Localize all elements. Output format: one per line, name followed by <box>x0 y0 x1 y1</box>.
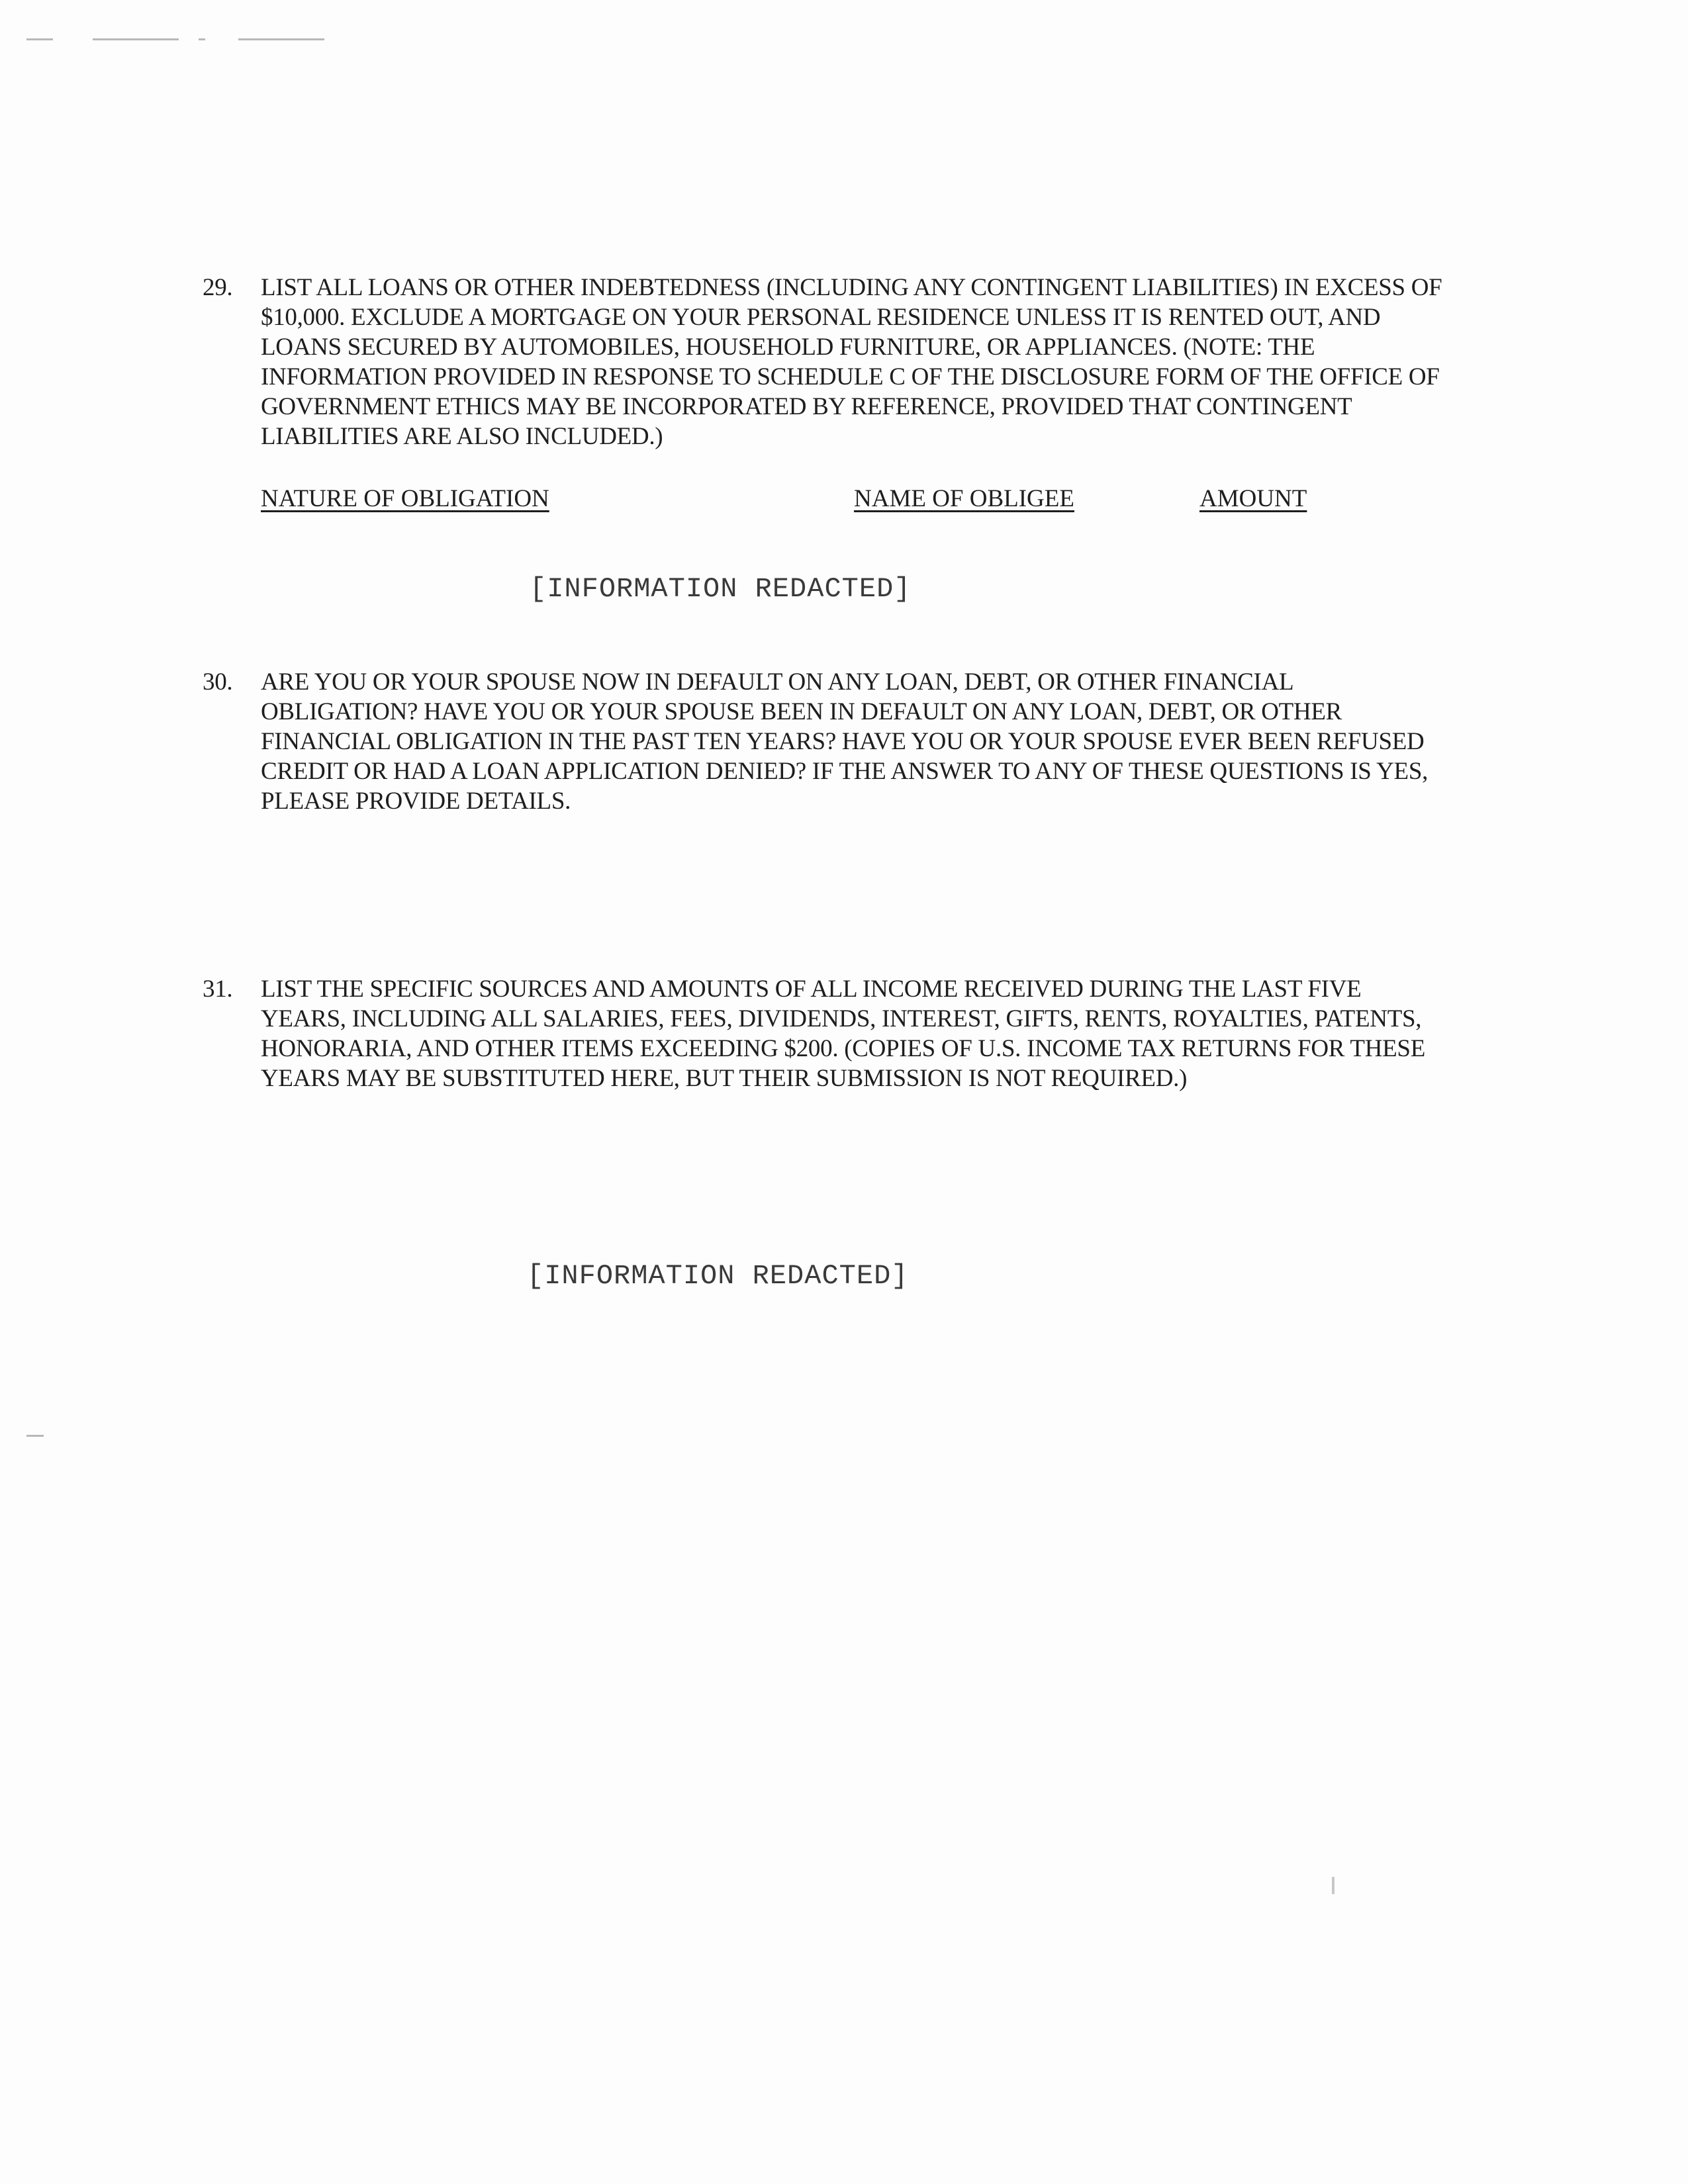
question-31 <box>203 974 1447 1093</box>
scan-artifact <box>1332 1877 1335 1894</box>
scan-artifact <box>238 38 324 40</box>
question-text: ARE YOU OR YOUR SPOUSE NOW IN DEFAULT ON ANY LOAN, DEBT, OR OTHER FINANCIAL OBLIGATION? HAVE YOU OR YOUR SPOUSE BEEN IN DEFAULT ON ANY LOAN, DEBT, OR OTHER FINANCIAL OBLIGATION IN THE PAST TEN YEARS? HAVE YOU OR YOUR SPOUSE EVER BEEN REFUSED CREDIT OR HAD A LOAN APPLICATION DENIED? IF THE ANSWER TO ANY OF THESE QUESTIONS IS YES, PLEASE PROVIDE DETAILS. <box>261 668 1429 815</box>
scan-artifact <box>26 38 53 40</box>
header-nature-of-obligation: NATURE OF OBLIGATION <box>261 485 549 512</box>
question-number: 29. <box>203 274 233 301</box>
header-name-of-obligee: NAME OF OBLIGEE <box>854 485 1074 512</box>
scan-artifact <box>26 1435 44 1437</box>
question-text: LIST ALL LOANS OR OTHER INDEBTEDNESS (INCLUDING ANY CONTINGENT LIABILITIES) IN EXCESS OF $10,000. EXCLUDE A MORTGAGE ON YOUR PERSONAL RESIDENCE UNLESS IT IS RENTED OUT, AND LOANS SECURED BY AUTOMOBILES, HOUSEHOLD FURNITURE, OR APPLIANCES. (NOTE: THE INFORMATION PROVIDED IN RESPONSE TO SCHEDULE C OF THE DISCLOSURE FORM OF THE OFFICE OF GOVERNMENT ETHICS MAY BE INCORPORATED BY REFERENCE, PROVIDED THAT CONTINGENT LIABILITIES ARE ALSO INCLUDED.) <box>261 274 1442 450</box>
redacted-notice: [INFORMATION REDACTED] <box>530 573 912 605</box>
question-number: 30. <box>203 668 233 696</box>
scan-artifact <box>93 38 179 40</box>
scan-artifact <box>199 38 205 40</box>
question-30 <box>203 667 1447 816</box>
redacted-notice: [INFORMATION REDACTED] <box>527 1260 909 1292</box>
question-text: LIST THE SPECIFIC SOURCES AND AMOUNTS OF ALL INCOME RECEIVED DURING THE LAST FIVE YEARS, INCLUDING ALL SALARIES, FEES, DIVIDENDS, INTEREST, GIFTS, RENTS, ROYALTIES, PATENTS, HONORARIA, AND OTHER ITEMS EXCEEDING $200. (COPIES OF U.S. INCOME TAX RETURNS FOR THESE YEARS MAY BE SUBSTITUTED HERE, BUT THEIR SUBMISSION IS NOT REQUIRED.) <box>261 976 1426 1092</box>
question-number: 31. <box>203 976 233 1003</box>
header-amount: AMOUNT <box>1199 485 1307 512</box>
question-29 <box>203 273 1447 451</box>
